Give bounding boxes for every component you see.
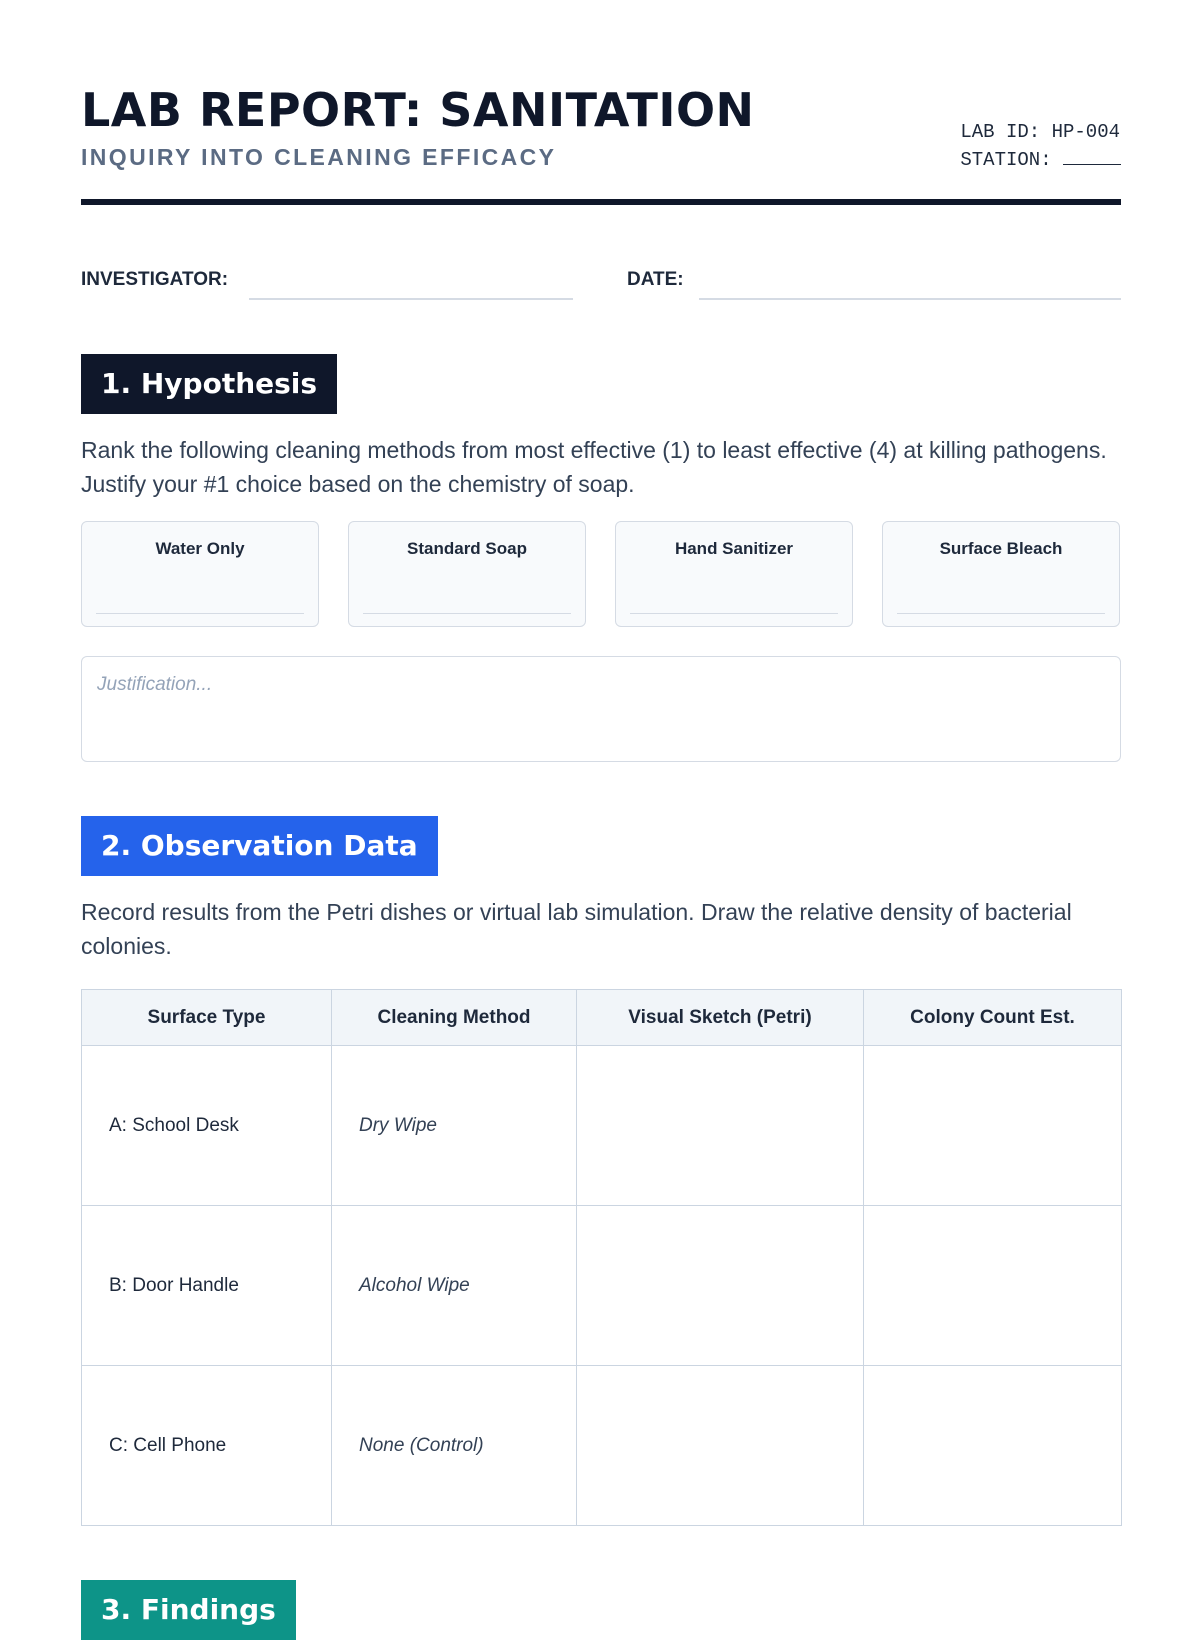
observation-instructions: Record results from the Petri dishes or virtual lab simulation. Draw the relative density of bacterial colonies. <box>81 899 1072 959</box>
colony-count-cell[interactable] <box>864 1206 1122 1366</box>
sketch-cell[interactable] <box>577 1206 864 1366</box>
hypothesis-instructions: Rank the following cleaning methods from most effective (1) to least effective (4) at killing pathogens. Justify your #1 choice based on the chemistry of soap. <box>81 437 1107 497</box>
sketch-cell[interactable] <box>577 1366 864 1526</box>
investigator-label: INVESTIGATOR: <box>81 269 229 290</box>
ranking-cards <box>81 521 1121 629</box>
rank-card-answer-line <box>630 613 838 614</box>
section-hypothesis-heading: 1. Hypothesis <box>81 354 337 414</box>
table-row <box>82 1046 1122 1206</box>
date-field[interactable] <box>699 298 1121 300</box>
rank-card[interactable] <box>615 521 853 627</box>
table-row <box>82 1366 1122 1526</box>
column-header: Cleaning Method <box>332 990 577 1046</box>
column-header: Visual Sketch (Petri) <box>577 990 864 1046</box>
investigator-field[interactable] <box>249 298 573 300</box>
justification-placeholder: Justification... <box>97 674 213 695</box>
observation-table <box>81 989 1122 1526</box>
rank-card-label: Hand Sanitizer <box>674 539 794 558</box>
header-divider <box>81 199 1121 205</box>
surface-cell: C: Cell Phone <box>82 1366 332 1526</box>
lab-meta <box>960 119 1121 174</box>
station-row <box>960 146 1121 174</box>
justification-field[interactable] <box>81 656 1121 762</box>
table-header-row <box>82 990 1122 1046</box>
column-header: Colony Count Est. <box>864 990 1122 1046</box>
method-cell: Alcohol Wipe <box>332 1206 577 1366</box>
rank-card-label: Standard Soap <box>407 539 527 558</box>
rank-card-label: Surface Bleach <box>939 539 1063 558</box>
sketch-cell[interactable] <box>577 1046 864 1206</box>
colony-count-cell[interactable] <box>864 1366 1122 1526</box>
rank-card[interactable] <box>348 521 586 627</box>
surface-cell: B: Door Handle <box>82 1206 332 1366</box>
table-row <box>82 1206 1122 1366</box>
column-header: Surface Type <box>82 990 332 1046</box>
lab-id: LAB ID: HP-004 <box>960 121 1121 143</box>
method-cell: None (Control) <box>332 1366 577 1526</box>
report-subtitle: INQUIRY INTO CLEANING EFFICACY <box>81 144 557 170</box>
method-cell: Dry Wipe <box>332 1046 577 1206</box>
rank-card-answer-line <box>897 613 1105 614</box>
rank-card-answer-line <box>363 613 571 614</box>
surface-cell: A: School Desk <box>82 1046 332 1206</box>
station-blank[interactable] <box>1063 146 1121 165</box>
rank-card[interactable] <box>81 521 319 627</box>
section-findings-heading: 3. Findings <box>81 1580 296 1640</box>
rank-card-answer-line <box>96 613 304 614</box>
section-observation-heading: 2. Observation Data <box>81 816 438 876</box>
date-label: DATE: <box>627 269 684 290</box>
report-title: LAB REPORT: SANITATION <box>81 83 755 137</box>
station-label: STATION: <box>960 149 1052 171</box>
rank-card-label: Water Only <box>155 539 245 558</box>
rank-card[interactable] <box>882 521 1120 627</box>
colony-count-cell[interactable] <box>864 1046 1122 1206</box>
